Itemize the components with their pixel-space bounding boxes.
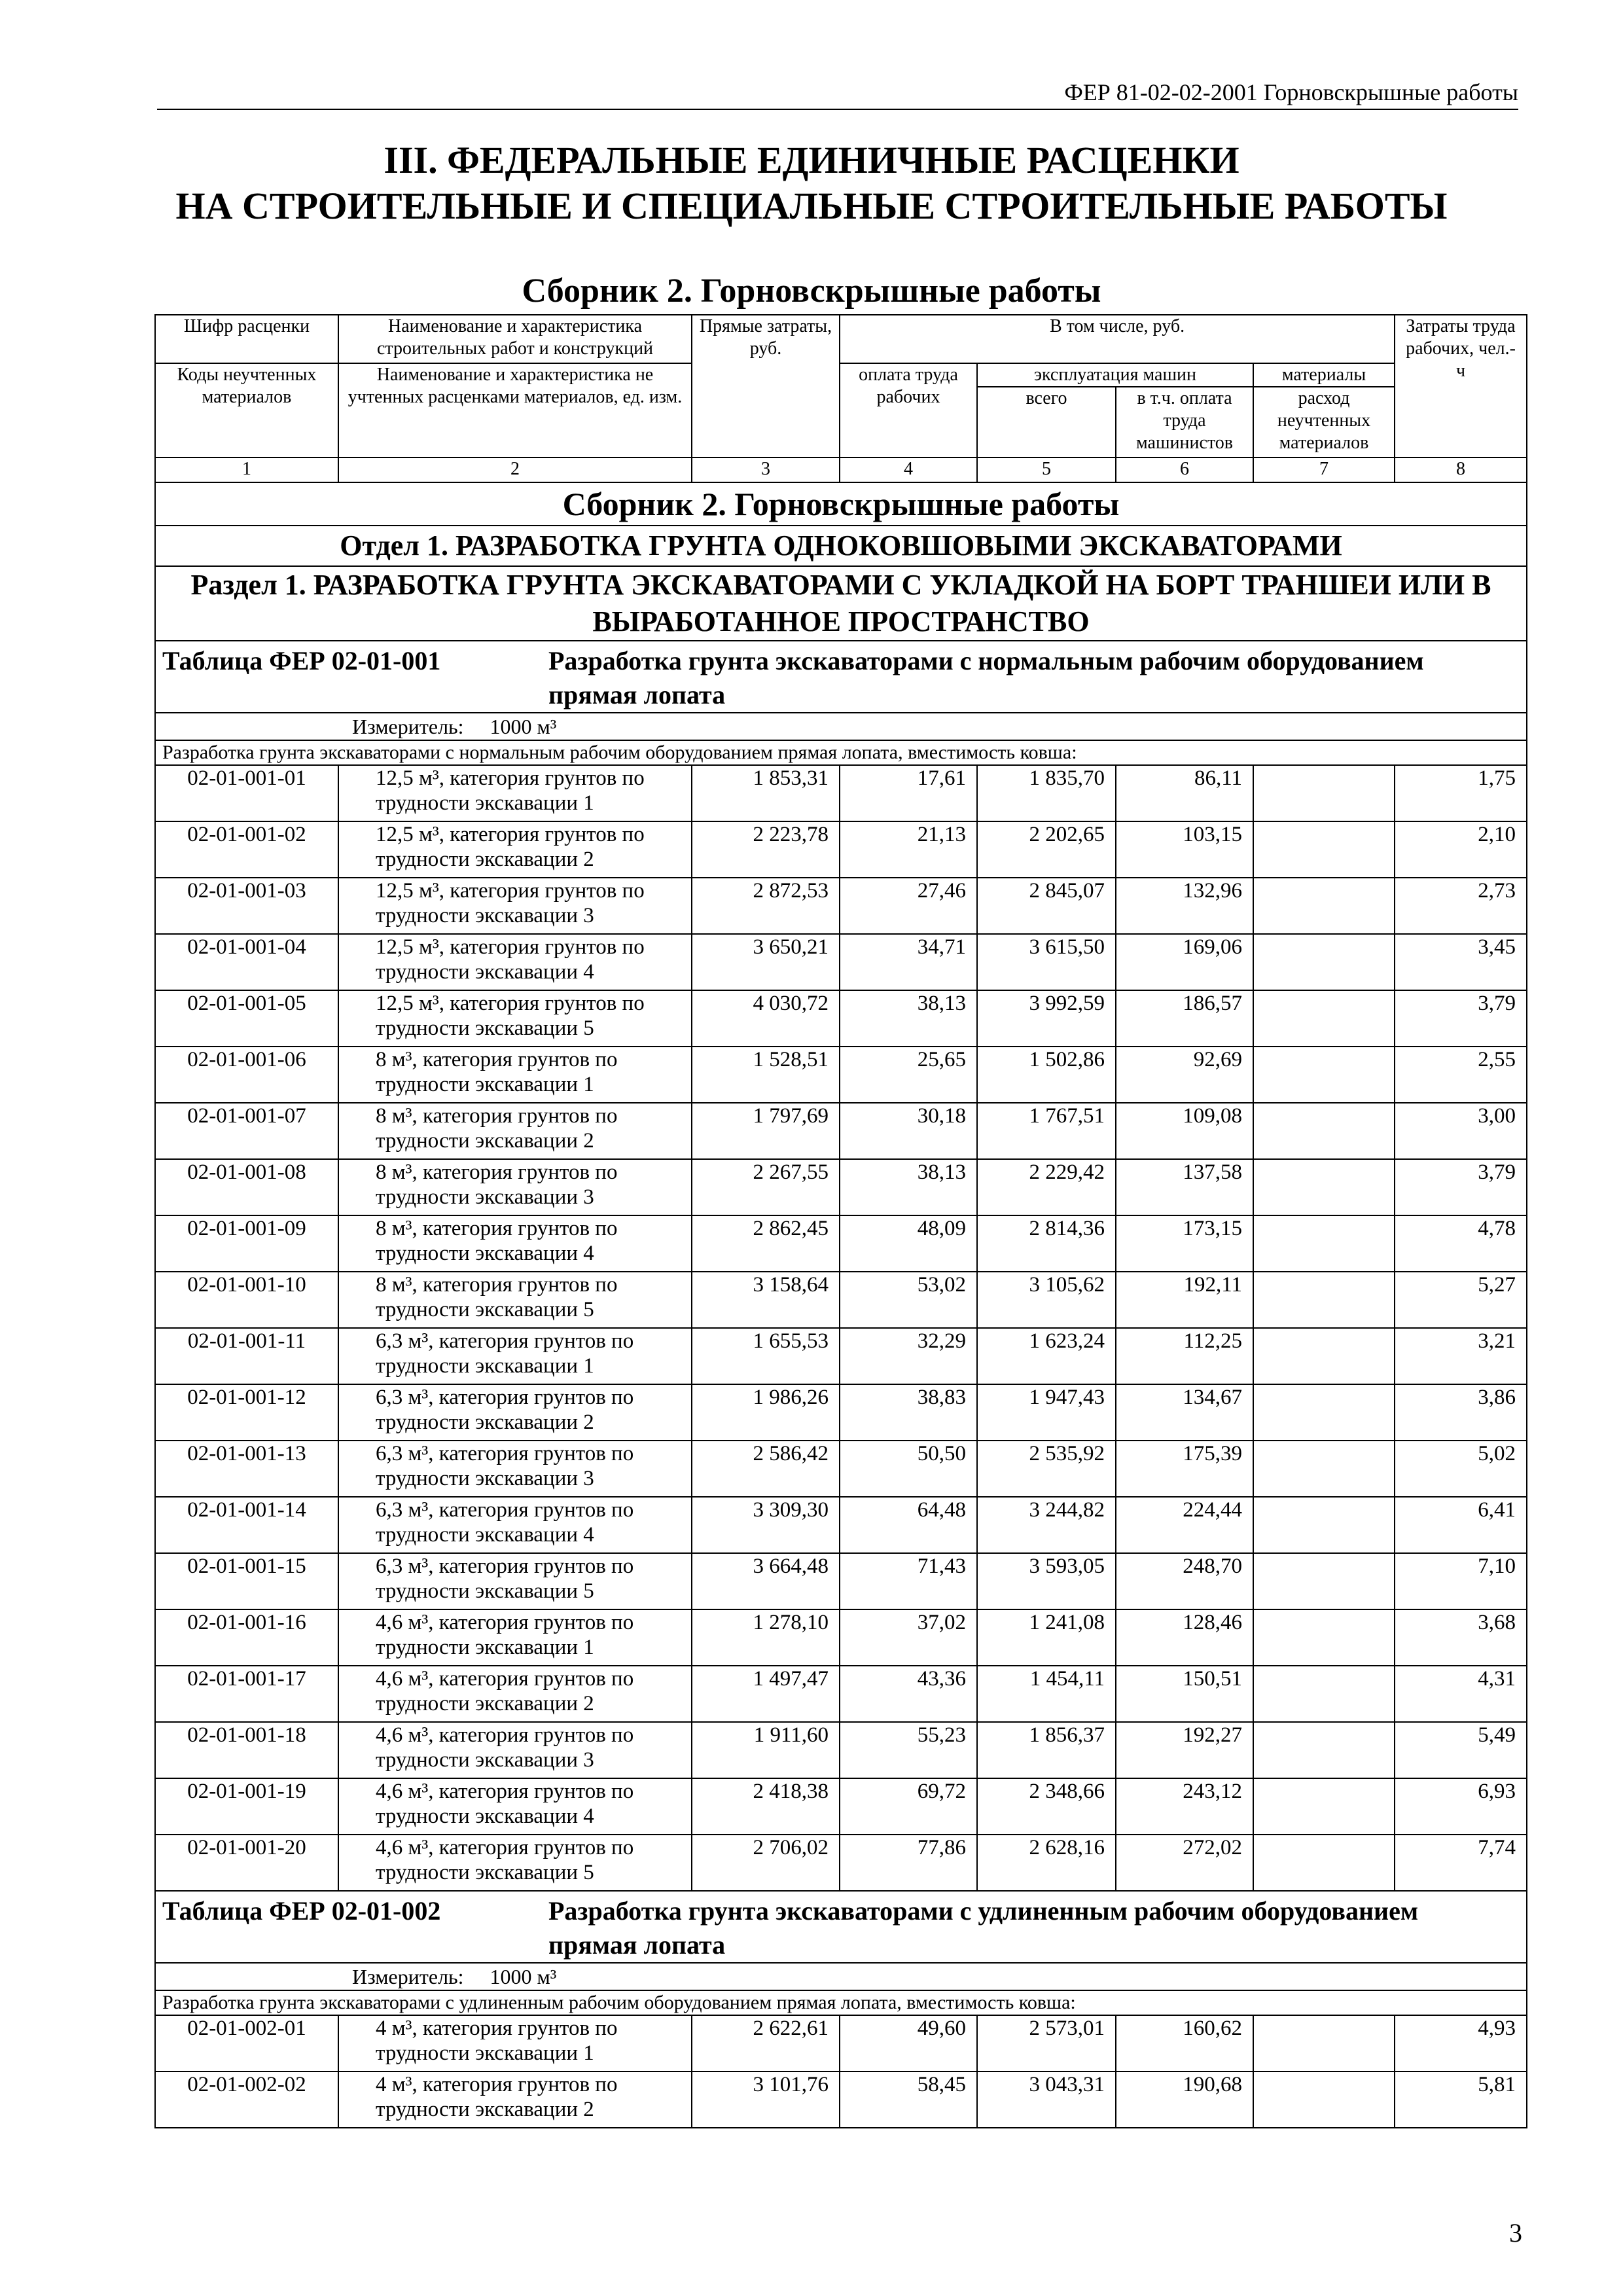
direct-cost: 3 158,64 [692, 1272, 840, 1328]
rate-code: 02-01-002-01 [155, 2015, 338, 2072]
direct-cost: 2 586,42 [692, 1441, 840, 1497]
labor-cost: 7,74 [1395, 1835, 1527, 1891]
table-row [155, 765, 1527, 821]
collection-title: Сборник 2. Горновскрышные работы [522, 272, 1101, 310]
machines-total: 2 229,42 [977, 1159, 1116, 1215]
labor-cost: 5,49 [1395, 1722, 1527, 1778]
direct-cost: 1 655,53 [692, 1328, 840, 1384]
rate-code: 02-01-001-15 [155, 1553, 338, 1609]
table-heading [155, 1891, 1527, 1963]
materials-spend [1253, 765, 1395, 821]
rate-code: 02-01-001-10 [155, 1272, 338, 1328]
machines-total: 1 856,37 [977, 1722, 1116, 1778]
machinist-wage: 92,69 [1116, 1047, 1253, 1103]
rate-name: 12,5 м³, категория грунтов по трудности экскавации 5 [338, 990, 692, 1047]
header-code: Шифр расценки [155, 315, 338, 363]
worker-wage: 49,60 [840, 2015, 977, 2072]
main-title-line-1: III. ФЕДЕРАЛЬНЫЕ ЕДИНИЧНЫЕ РАСЦЕНКИ [383, 139, 1240, 181]
machinist-wage: 272,02 [1116, 1835, 1253, 1891]
header-materials: материалы [1253, 363, 1395, 387]
rate-name: 4 м³, категория грунтов по трудности экскавации 1 [338, 2015, 692, 2072]
materials-spend [1253, 821, 1395, 878]
worker-wage: 58,45 [840, 2072, 977, 2128]
machines-total: 3 593,05 [977, 1553, 1116, 1609]
table-name: Разработка грунта экскаваторами с нормальным рабочим оборудованием прямая лопата [548, 646, 1424, 709]
table-row [155, 1553, 1527, 1609]
machines-total: 1 623,24 [977, 1328, 1116, 1384]
column-number: 2 [338, 457, 692, 482]
materials-spend [1253, 1609, 1395, 1666]
materials-spend [1253, 1497, 1395, 1553]
machines-total: 2 845,07 [977, 878, 1116, 934]
measure-unit: 1000 м³ [490, 715, 557, 738]
materials-spend [1253, 1103, 1395, 1159]
materials-spend [1253, 1215, 1395, 1272]
rate-code: 02-01-001-12 [155, 1384, 338, 1441]
labor-cost: 5,81 [1395, 2072, 1527, 2128]
machines-total: 2 628,16 [977, 1835, 1116, 1891]
worker-wage: 25,65 [840, 1047, 977, 1103]
column-number: 3 [692, 457, 840, 482]
rate-name: 12,5 м³, категория грунтов по трудности экскавации 4 [338, 934, 692, 990]
labor-cost: 5,27 [1395, 1272, 1527, 1328]
header-machines: эксплуатация машин [977, 363, 1253, 387]
labor-cost: 5,02 [1395, 1441, 1527, 1497]
labor-cost: 4,31 [1395, 1666, 1527, 1722]
table-row [155, 878, 1527, 934]
materials-spend [1253, 1328, 1395, 1384]
table-row [155, 990, 1527, 1047]
machinist-wage: 173,15 [1116, 1215, 1253, 1272]
machinist-wage: 190,68 [1116, 2072, 1253, 2128]
column-number: 4 [840, 457, 977, 482]
header-incl: В том числе, руб. [840, 315, 1395, 363]
main-title [105, 137, 1518, 229]
machinist-wage: 109,08 [1116, 1103, 1253, 1159]
machinist-wage: 103,15 [1116, 821, 1253, 878]
worker-wage: 53,02 [840, 1272, 977, 1328]
labor-cost: 6,93 [1395, 1778, 1527, 1835]
materials-spend [1253, 1047, 1395, 1103]
machines-total: 2 573,01 [977, 2015, 1116, 2072]
rate-code: 02-01-001-20 [155, 1835, 338, 1891]
worker-wage: 69,72 [840, 1778, 977, 1835]
header-labor: Затраты труда рабочих, чел.-ч [1395, 315, 1527, 457]
measure-row [155, 1963, 1527, 1990]
table-row [155, 1609, 1527, 1666]
worker-wage: 38,13 [840, 990, 977, 1047]
header-materials-spend: расход неучтенных материалов [1253, 387, 1395, 457]
machinist-wage: 137,58 [1116, 1159, 1253, 1215]
department-row [155, 526, 1527, 566]
direct-cost: 3 309,30 [692, 1497, 840, 1553]
table-name: Разработка грунта экскаваторами с удлиненным рабочим оборудованием прямая лопата [548, 1896, 1419, 1960]
labor-cost: 3,45 [1395, 934, 1527, 990]
table-heading-row [155, 641, 1527, 713]
materials-spend [1253, 1666, 1395, 1722]
rate-code: 02-01-002-02 [155, 2072, 338, 2128]
table-row [155, 934, 1527, 990]
column-number: 8 [1395, 457, 1527, 482]
rate-code: 02-01-001-17 [155, 1666, 338, 1722]
rate-name: 12,5 м³, категория грунтов по трудности экскавации 1 [338, 765, 692, 821]
rate-code: 02-01-001-02 [155, 821, 338, 878]
header-row-2 [155, 363, 1527, 387]
column-number: 6 [1116, 457, 1253, 482]
machines-total: 1 835,70 [977, 765, 1116, 821]
table-subheading: Разработка грунта экскаваторами с нормальным рабочим оборудованием прямая лопата, вместимость ковша: [155, 740, 1527, 765]
rate-code: 02-01-001-03 [155, 878, 338, 934]
rate-name: 8 м³, категория грунтов по трудности экскавации 5 [338, 1272, 692, 1328]
subheading-row [155, 1990, 1527, 2015]
table-row [155, 1159, 1527, 1215]
machines-total: 3 244,82 [977, 1497, 1116, 1553]
rate-code: 02-01-001-09 [155, 1215, 338, 1272]
worker-wage: 43,36 [840, 1666, 977, 1722]
materials-spend [1253, 1441, 1395, 1497]
table-code: Таблица ФЕР 02-01-002 [162, 1896, 441, 1926]
worker-wage: 37,02 [840, 1609, 977, 1666]
table-row [155, 821, 1527, 878]
worker-wage: 30,18 [840, 1103, 977, 1159]
running-header: ФЕР 81-02-02-2001 Горновскрышные работы [157, 76, 1518, 110]
direct-cost: 2 418,38 [692, 1778, 840, 1835]
machinist-wage: 169,06 [1116, 934, 1253, 990]
direct-cost: 1 853,31 [692, 765, 840, 821]
measure-label: Измеритель: [352, 1965, 464, 1988]
rate-name: 6,3 м³, категория грунтов по трудности экскавации 5 [338, 1553, 692, 1609]
rate-code: 02-01-001-16 [155, 1609, 338, 1666]
measure-row [155, 713, 1527, 740]
labor-cost: 3,00 [1395, 1103, 1527, 1159]
materials-spend [1253, 1384, 1395, 1441]
labor-cost: 4,93 [1395, 2015, 1527, 2072]
direct-cost: 2 872,53 [692, 878, 840, 934]
machines-total: 2 535,92 [977, 1441, 1116, 1497]
machinist-wage: 175,39 [1116, 1441, 1253, 1497]
measure-label: Измеритель: [352, 715, 464, 738]
subheading-row [155, 740, 1527, 765]
rate-name: 12,5 м³, категория грунтов по трудности экскавации 3 [338, 878, 692, 934]
materials-spend [1253, 2015, 1395, 2072]
table-row [155, 1384, 1527, 1441]
direct-cost: 1 986,26 [692, 1384, 840, 1441]
direct-cost: 1 797,69 [692, 1103, 840, 1159]
materials-spend [1253, 2072, 1395, 2128]
machines-total: 3 615,50 [977, 934, 1116, 990]
header-name-2: Наименование и характеристика не учтенных расценками материалов, ед. изм. [338, 363, 692, 457]
direct-cost: 3 664,48 [692, 1553, 840, 1609]
worker-wage: 71,43 [840, 1553, 977, 1609]
machines-total: 2 814,36 [977, 1215, 1116, 1272]
header-total: всего [977, 387, 1116, 457]
rate-name: 6,3 м³, категория грунтов по трудности экскавации 2 [338, 1384, 692, 1441]
table-row [155, 1778, 1527, 1835]
materials-spend [1253, 1778, 1395, 1835]
materials-spend [1253, 1553, 1395, 1609]
machines-total: 3 043,31 [977, 2072, 1116, 2128]
worker-wage: 55,23 [840, 1722, 977, 1778]
table-row [155, 1103, 1527, 1159]
table-row [155, 2015, 1527, 2072]
rate-name: 4,6 м³, категория грунтов по трудности экскавации 5 [338, 1835, 692, 1891]
materials-spend [1253, 1835, 1395, 1891]
rate-name: 4,6 м³, категория грунтов по трудности экскавации 2 [338, 1666, 692, 1722]
table-row [155, 1722, 1527, 1778]
rate-name: 8 м³, категория грунтов по трудности экскавации 2 [338, 1103, 692, 1159]
machinist-wage: 134,67 [1116, 1384, 1253, 1441]
header-wage: оплата труда рабочих [840, 363, 977, 457]
rate-name: 4,6 м³, категория грунтов по трудности экскавации 4 [338, 1778, 692, 1835]
measure-unit: 1000 м³ [490, 1965, 557, 1988]
rate-code: 02-01-001-19 [155, 1778, 338, 1835]
machinist-wage: 192,11 [1116, 1272, 1253, 1328]
rate-name: 4,6 м³, категория грунтов по трудности экскавации 3 [338, 1722, 692, 1778]
materials-spend [1253, 990, 1395, 1047]
table-row [155, 1215, 1527, 1272]
machinist-wage: 132,96 [1116, 878, 1253, 934]
measure [155, 1963, 1527, 1990]
labor-cost: 7,10 [1395, 1553, 1527, 1609]
rate-code: 02-01-001-07 [155, 1103, 338, 1159]
machinist-wage: 86,11 [1116, 765, 1253, 821]
labor-cost: 3,79 [1395, 1159, 1527, 1215]
rate-code: 02-01-001-05 [155, 990, 338, 1047]
materials-spend [1253, 1272, 1395, 1328]
materials-spend [1253, 1159, 1395, 1215]
labor-cost: 4,78 [1395, 1215, 1527, 1272]
table-row [155, 1835, 1527, 1891]
machines-total: 1 241,08 [977, 1609, 1116, 1666]
machinist-wage: 224,44 [1116, 1497, 1253, 1553]
machines-total: 3 992,59 [977, 990, 1116, 1047]
worker-wage: 77,86 [840, 1835, 977, 1891]
table-row [155, 1272, 1527, 1328]
table-subheading: Разработка грунта экскаваторами с удлиненным рабочим оборудованием прямая лопата, вместимость ковша: [155, 1990, 1527, 2015]
machinist-wage: 128,46 [1116, 1609, 1253, 1666]
rates-table [154, 314, 1527, 2128]
machinist-wage: 192,27 [1116, 1722, 1253, 1778]
machines-total: 1 947,43 [977, 1384, 1116, 1441]
table-row [155, 1441, 1527, 1497]
worker-wage: 50,50 [840, 1441, 977, 1497]
column-number: 1 [155, 457, 338, 482]
direct-cost: 4 030,72 [692, 990, 840, 1047]
labor-cost: 6,41 [1395, 1497, 1527, 1553]
machines-total: 1 767,51 [977, 1103, 1116, 1159]
page-number: 3 [1509, 2218, 1522, 2248]
direct-cost: 1 497,47 [692, 1666, 840, 1722]
department-heading: Отдел 1. РАЗРАБОТКА ГРУНТА ОДНОКОВШОВЫМИ ЭКСКАВАТОРАМИ [155, 526, 1527, 566]
rate-name: 12,5 м³, категория грунтов по трудности экскавации 2 [338, 821, 692, 878]
rate-code: 02-01-001-11 [155, 1328, 338, 1384]
table-row [155, 1666, 1527, 1722]
column-numbers-row [155, 457, 1527, 482]
machines-total: 2 202,65 [977, 821, 1116, 878]
table-heading-row [155, 1891, 1527, 1963]
section-heading: Раздел 1. РАЗРАБОТКА ГРУНТА ЭКСКАВАТОРАМИ С УКЛАДКОЙ НА БОРТ ТРАНШЕИ ИЛИ В ВЫРАБОТАННОЕ ПРОСТРАНСТВО [155, 566, 1527, 641]
machinist-wage: 186,57 [1116, 990, 1253, 1047]
rate-name: 6,3 м³, категория грунтов по трудности экскавации 1 [338, 1328, 692, 1384]
header-code-2: Коды неучтенных материалов [155, 363, 338, 457]
rate-name: 8 м³, категория грунтов по трудности экскавации 1 [338, 1047, 692, 1103]
worker-wage: 38,13 [840, 1159, 977, 1215]
table-heading [155, 641, 1527, 713]
machines-total: 2 348,66 [977, 1778, 1116, 1835]
rate-name: 4 м³, категория грунтов по трудности экскавации 2 [338, 2072, 692, 2128]
rate-name: 4,6 м³, категория грунтов по трудности экскавации 1 [338, 1609, 692, 1666]
labor-cost: 2,10 [1395, 821, 1527, 878]
measure [155, 713, 1527, 740]
rate-code: 02-01-001-14 [155, 1497, 338, 1553]
machinist-wage: 248,70 [1116, 1553, 1253, 1609]
machinist-wage: 150,51 [1116, 1666, 1253, 1722]
worker-wage: 34,71 [840, 934, 977, 990]
section-row [155, 566, 1527, 641]
direct-cost: 2 706,02 [692, 1835, 840, 1891]
labor-cost: 3,21 [1395, 1328, 1527, 1384]
rate-name: 8 м³, категория грунтов по трудности экскавации 4 [338, 1215, 692, 1272]
header-row-1 [155, 315, 1527, 363]
worker-wage: 32,29 [840, 1328, 977, 1384]
direct-cost: 1 278,10 [692, 1609, 840, 1666]
table-row [155, 1497, 1527, 1553]
worker-wage: 21,13 [840, 821, 977, 878]
rate-code: 02-01-001-18 [155, 1722, 338, 1778]
worker-wage: 48,09 [840, 1215, 977, 1272]
direct-cost: 2 267,55 [692, 1159, 840, 1215]
rate-code: 02-01-001-01 [155, 765, 338, 821]
column-number: 7 [1253, 457, 1395, 482]
direct-cost: 2 622,61 [692, 2015, 840, 2072]
materials-spend [1253, 1722, 1395, 1778]
machines-total: 1 502,86 [977, 1047, 1116, 1103]
main-title-line-2: НА СТРОИТЕЛЬНЫЕ И СПЕЦИАЛЬНЫЕ СТРОИТЕЛЬНЫЕ РАБОТЫ [175, 185, 1448, 227]
table-row [155, 1328, 1527, 1384]
labor-cost: 3,68 [1395, 1609, 1527, 1666]
rate-code: 02-01-001-13 [155, 1441, 338, 1497]
header-direct: Прямые затраты, руб. [692, 315, 840, 457]
materials-spend [1253, 878, 1395, 934]
rate-code: 02-01-001-08 [155, 1159, 338, 1215]
labor-cost: 2,55 [1395, 1047, 1527, 1103]
header-machinist-wage: в т.ч. оплата труда машинистов [1116, 387, 1253, 457]
collection-row [155, 482, 1527, 526]
machines-total: 3 105,62 [977, 1272, 1116, 1328]
collection-heading: Сборник 2. Горновскрышные работы [155, 482, 1527, 526]
table-code: Таблица ФЕР 02-01-001 [162, 646, 441, 675]
direct-cost: 3 101,76 [692, 2072, 840, 2128]
rate-code: 02-01-001-04 [155, 934, 338, 990]
rate-code: 02-01-001-06 [155, 1047, 338, 1103]
rate-name: 6,3 м³, категория грунтов по трудности экскавации 3 [338, 1441, 692, 1497]
machinist-wage: 243,12 [1116, 1778, 1253, 1835]
table-row [155, 1047, 1527, 1103]
labor-cost: 3,79 [1395, 990, 1527, 1047]
machinist-wage: 112,25 [1116, 1328, 1253, 1384]
labor-cost: 3,86 [1395, 1384, 1527, 1441]
worker-wage: 27,46 [840, 878, 977, 934]
labor-cost: 1,75 [1395, 765, 1527, 821]
rate-name: 8 м³, категория грунтов по трудности экскавации 3 [338, 1159, 692, 1215]
direct-cost: 1 528,51 [692, 1047, 840, 1103]
direct-cost: 2 223,78 [692, 821, 840, 878]
column-number: 5 [977, 457, 1116, 482]
machinist-wage: 160,62 [1116, 2015, 1253, 2072]
machines-total: 1 454,11 [977, 1666, 1116, 1722]
worker-wage: 38,83 [840, 1384, 977, 1441]
materials-spend [1253, 934, 1395, 990]
table-row [155, 2072, 1527, 2128]
direct-cost: 1 911,60 [692, 1722, 840, 1778]
labor-cost: 2,73 [1395, 878, 1527, 934]
direct-cost: 2 862,45 [692, 1215, 840, 1272]
direct-cost: 3 650,21 [692, 934, 840, 990]
rate-name: 6,3 м³, категория грунтов по трудности экскавации 4 [338, 1497, 692, 1553]
header-name: Наименование и характеристика строительных работ и конструкций [338, 315, 692, 363]
worker-wage: 64,48 [840, 1497, 977, 1553]
worker-wage: 17,61 [840, 765, 977, 821]
